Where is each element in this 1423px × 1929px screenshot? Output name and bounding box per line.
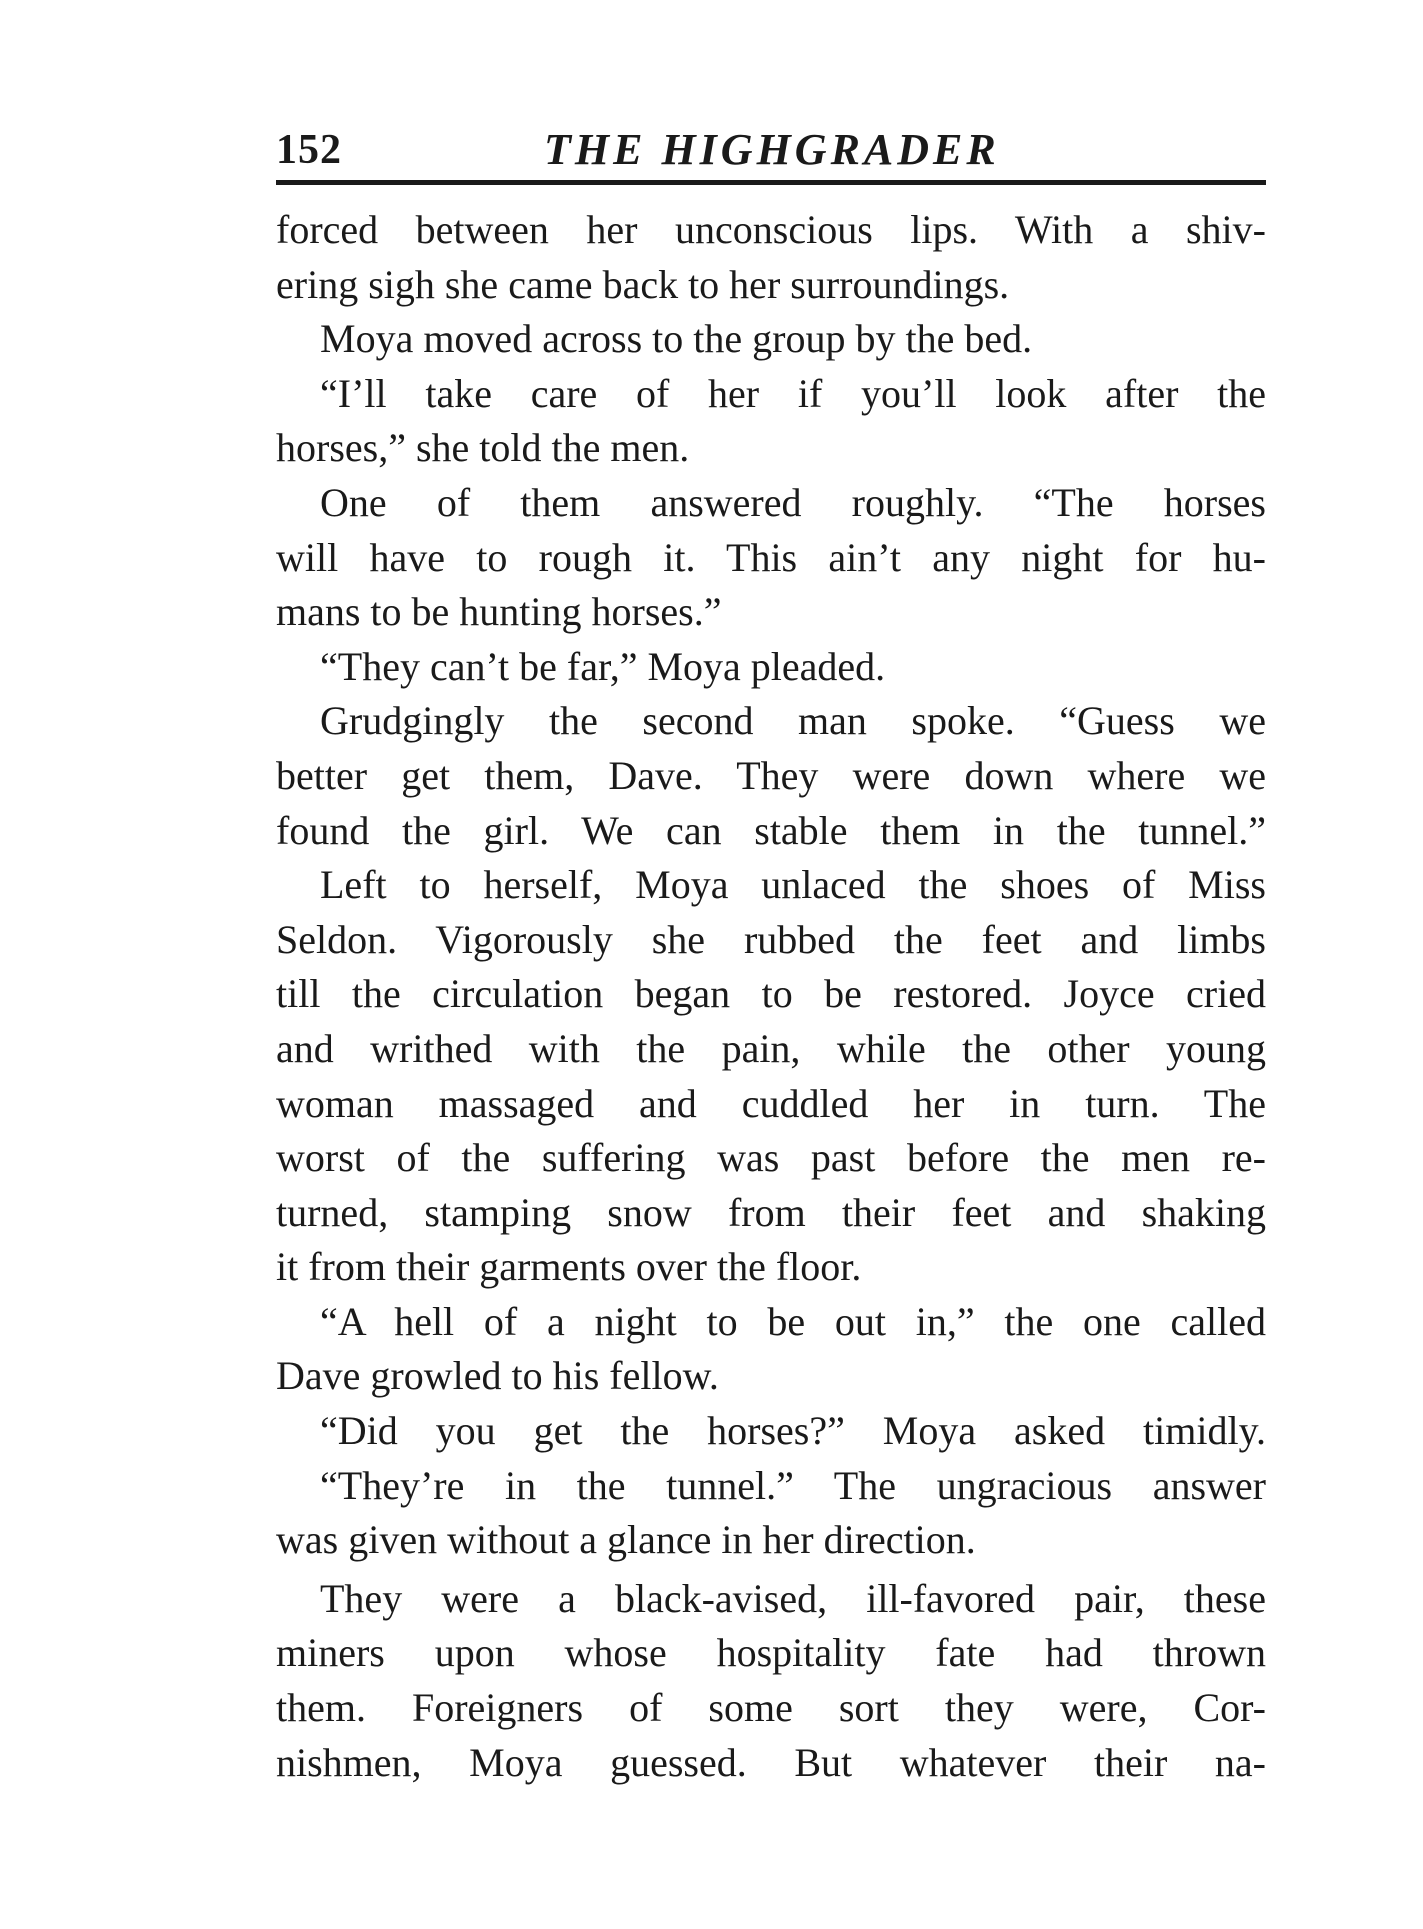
text-line: Grudgingly the second man spoke. “Guess we <box>320 698 1266 744</box>
text-line: One of them answered roughly. “The horses <box>320 479 1266 525</box>
text-line: and writhed with the pain, while the other young <box>276 1025 1266 1071</box>
text-line: will have to rough it. This ain’t any night for hu- <box>276 534 1266 580</box>
running-head <box>276 118 1266 174</box>
text-line: turned, stamping snow from their feet and shaking <box>276 1189 1266 1235</box>
text-line: Moya moved across to the group by the bed. <box>320 316 1033 362</box>
text-line: mans to be hunting horses.” <box>276 589 722 635</box>
text-line: Seldon. Vigorously she rubbed the feet and limbs <box>276 916 1266 962</box>
text-line: “They can’t be far,” Moya pleaded. <box>320 643 886 689</box>
header-rule <box>276 180 1266 185</box>
text-line: They were a black-avised, ill-favored pair, these <box>320 1575 1266 1621</box>
page-number: 152 <box>276 127 342 173</box>
text-line: found the girl. We can stable them in the tunnel.” <box>276 807 1266 853</box>
running-title: THE HIGHGRADER <box>544 125 1000 174</box>
text-line: it from their garments over the floor. <box>276 1244 862 1290</box>
body-text <box>276 203 1266 1790</box>
text-line: was given without a glance in her direction. <box>276 1517 976 1563</box>
text-line: better get them, Dave. They were down where we <box>276 752 1266 798</box>
text-line: worst of the suffering was past before the men re- <box>276 1135 1266 1181</box>
text-line: miners upon whose hospitality fate had thrown <box>276 1630 1266 1676</box>
text-line: ering sigh she came back to her surroundings. <box>276 261 1010 307</box>
text-line: Left to herself, Moya unlaced the shoes of Miss <box>320 862 1266 908</box>
text-line: “A hell of a night to be out in,” the one called <box>320 1298 1266 1344</box>
text-line: them. Foreigners of some sort they were, Cor- <box>276 1685 1266 1731</box>
text-line: “Did you get the horses?” Moya asked timidly. <box>320 1408 1266 1454</box>
text-line: woman massaged and cuddled her in turn. The <box>276 1080 1266 1126</box>
text-line: till the circulation began to be restored. Joyce cried <box>276 971 1266 1017</box>
text-line: forced between her unconscious lips. With a shiv- <box>276 207 1266 252</box>
text-line: horses,” she told the men. <box>276 425 690 471</box>
text-line: Dave growled to his fellow. <box>276 1353 719 1399</box>
text-line: “I’ll take care of her if you’ll look after the <box>320 370 1266 416</box>
text-line: nishmen, Moya guessed. But whatever their na- <box>276 1739 1266 1785</box>
text-line: “They’re in the tunnel.” The ungracious answer <box>320 1462 1266 1508</box>
